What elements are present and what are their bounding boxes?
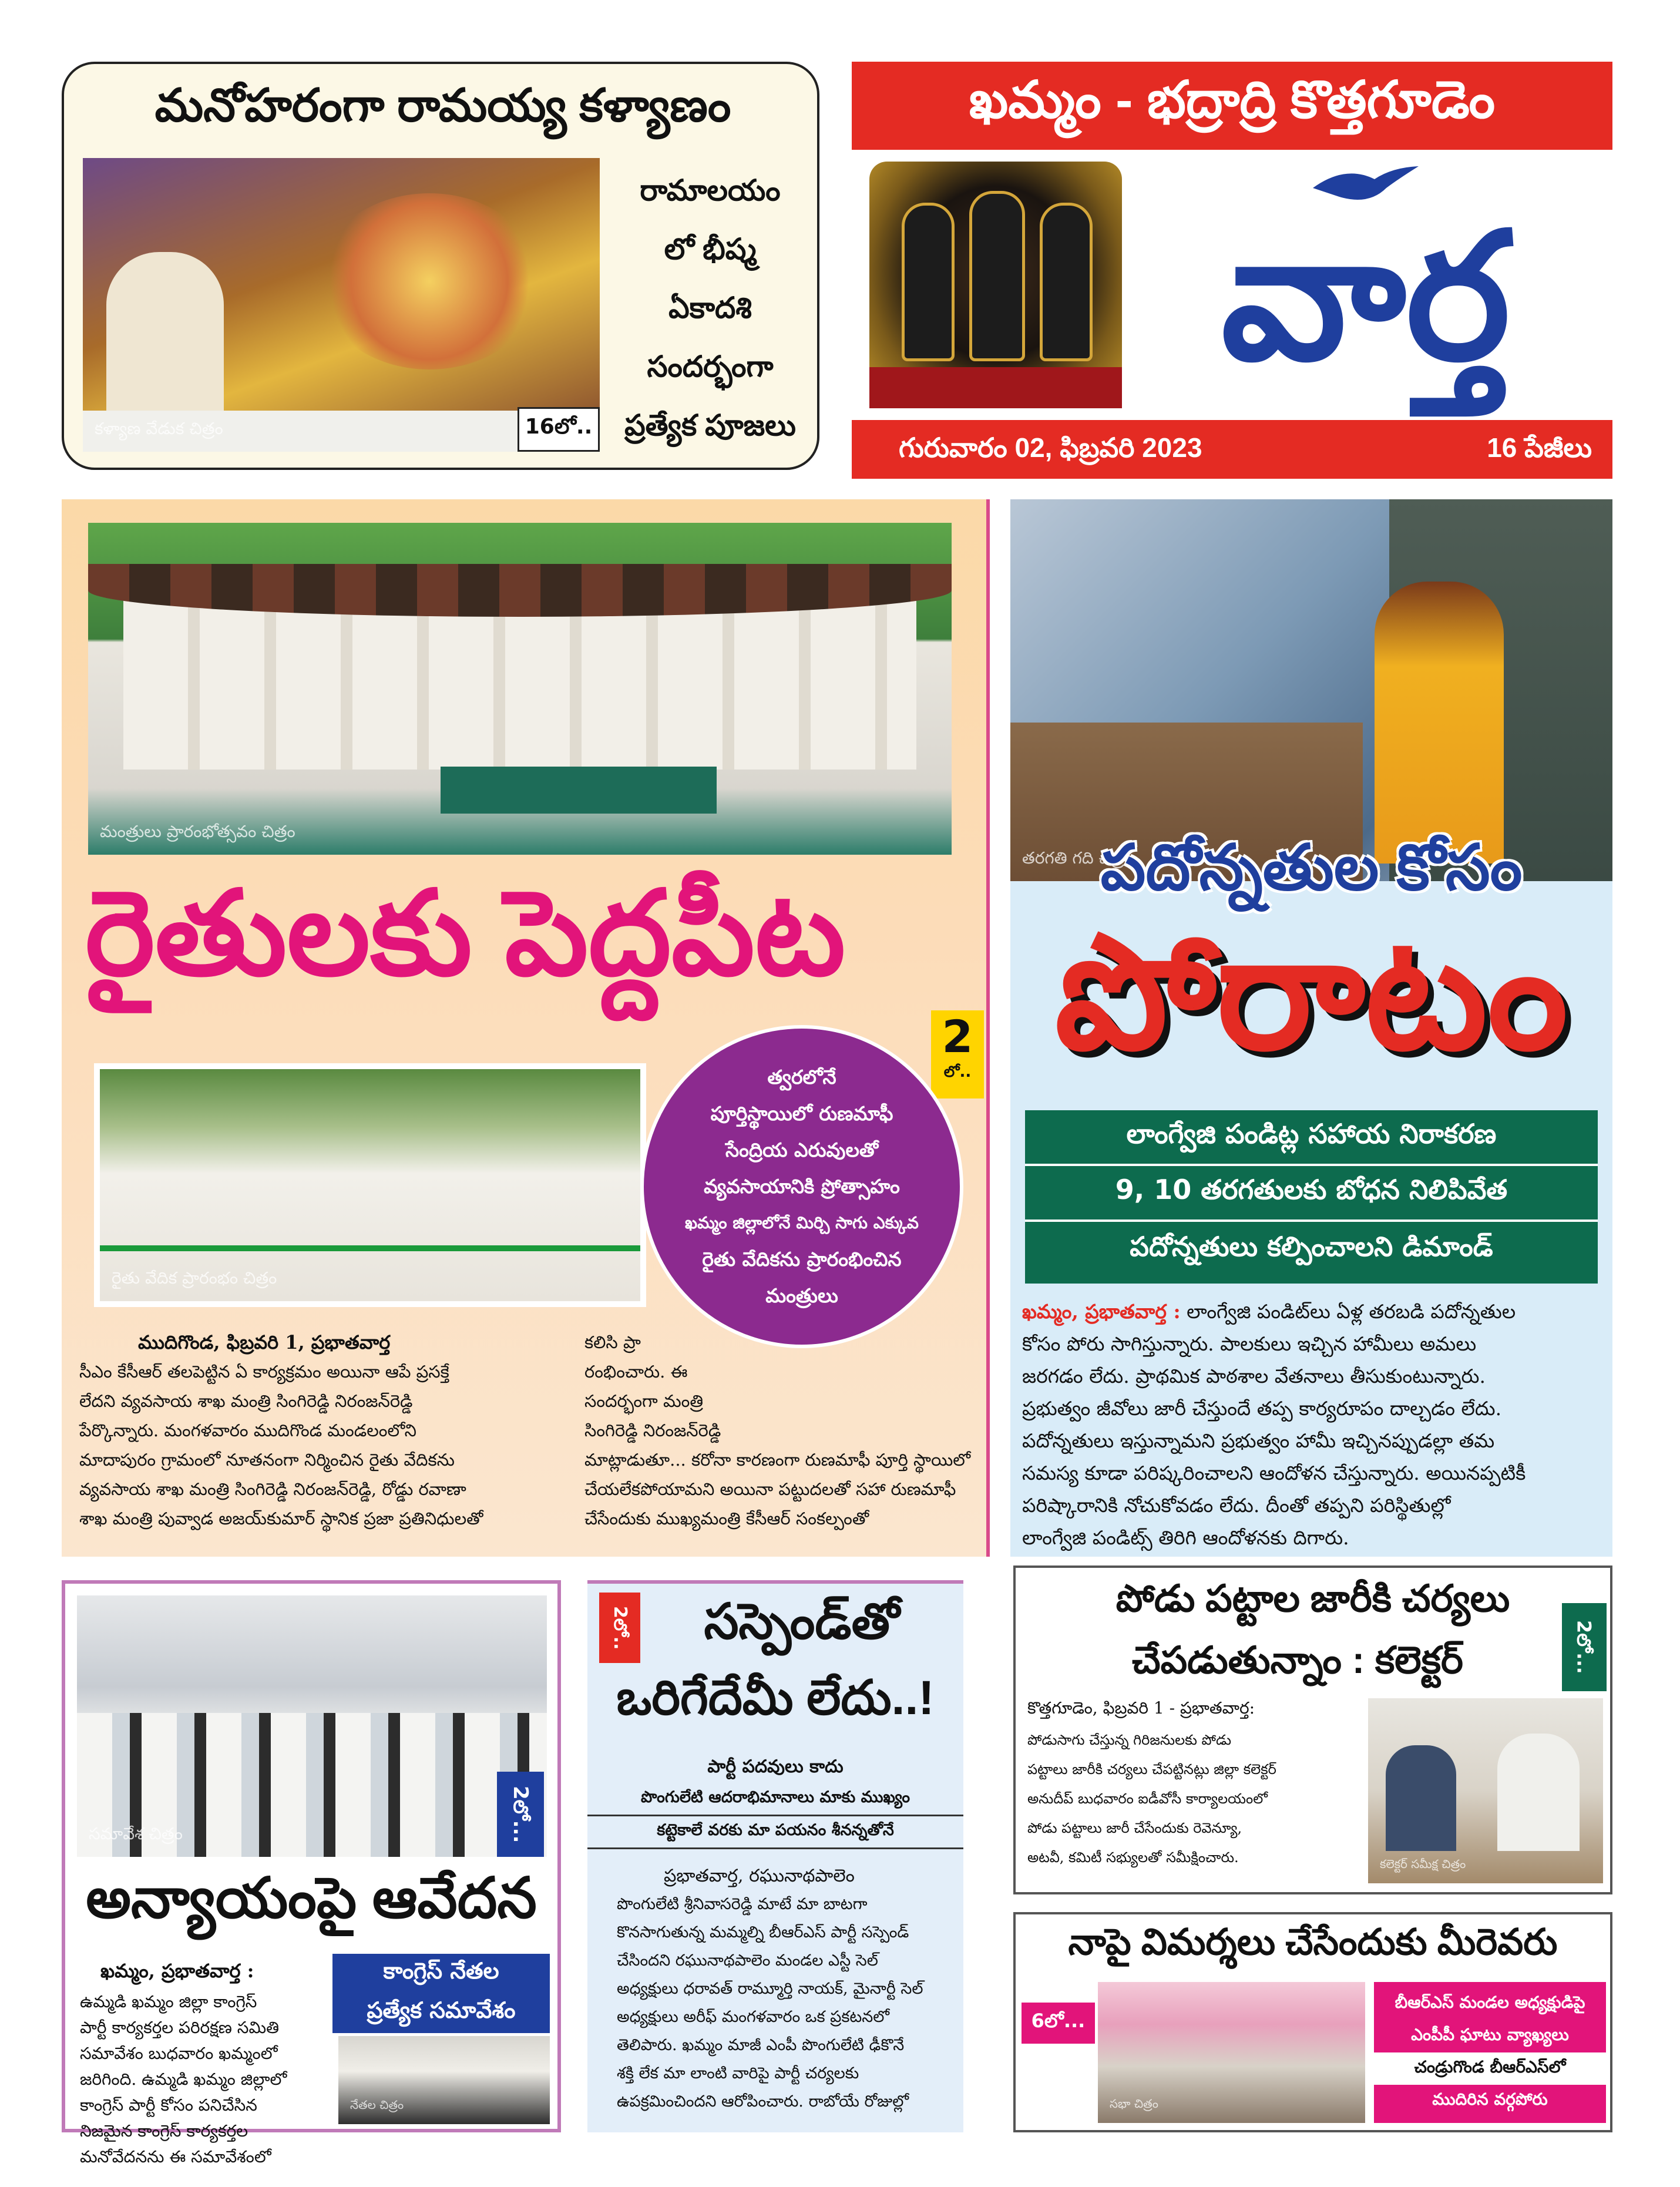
suspend-headline-2: ఒరిగేదేమీ లేదు..! xyxy=(616,1671,935,1725)
suspend-story xyxy=(587,1580,963,2132)
classroom-photo: తరగతి గది చిత్రం xyxy=(1010,499,1612,881)
promotions-dateline: ఖమ్మం, ప్రభాతవార్త : xyxy=(1022,1300,1181,1323)
farmers-photo: మంత్రులు ప్రారంభోత్సవం చిత్రం xyxy=(88,523,952,855)
farmers-bubble: త్వరలోనే పూర్తిస్థాయిలో రుణమాఫీ సేంద్రియ ఎరువులతో వ్యవసాయానికి ప్రోత్సాహం ఖమ్మం జిల్లాలోనే మిర్చి సాగు ఎక్కువ రైతు వేదికను ప్రారంభించిన మంత్రులు xyxy=(640,1025,963,1348)
criticism-headline: నాపై విమర్శలు చేసేందుకు మీరెవరు xyxy=(1068,1922,1558,1963)
congress-page-ref: 2లో... xyxy=(497,1772,544,1857)
suspend-subs: పార్టీ పదవులు కాదు పొంగులేటి ఆదరాభిమానాలు మాకు ముఖ్యం కట్టెకాలే వరకు మా పయనం శీనన్నతోనే xyxy=(587,1754,963,1849)
masthead xyxy=(852,62,1612,479)
collector-body: పోడుసాగు చేస్తున్న గిరిజనులకు పోడు పట్టాలు జారీకి చర్యలు చేపట్టినట్లు జిల్లా కలెక్టర్ అనుదీప్ బుధవారం ఐడీవోసీ కార్యాలయంలో పోడు పట్టాలు జారీ చేసేందుకు రెవెన్యూ, అటవీ, కమిటీ సభ్యులతో సమీక్షించారు. xyxy=(1027,1732,1276,1866)
kalyanam-page-ref: 16లో.. xyxy=(518,407,600,452)
criticism-pink-box: బీఆర్ఎస్ మండల అధ్యక్షుడిపై ఎంపీపీ ఘాటు వ్యాఖ్యలు చండ్రుగొండ బీఆర్ఎస్‌లో ముదిరిన వర్గపోరు xyxy=(1374,1982,1606,2123)
collector-page-ref: 2లో... xyxy=(1562,1603,1607,1691)
suspend-dateline: ప్రభాతవార్త, రఘునాథపాలెం xyxy=(664,1866,855,1886)
suspend-page-ref: 2లో.. xyxy=(599,1593,640,1663)
collector-headline-2: చేపడుతున్నాం : కలెక్టర్ xyxy=(1131,1639,1463,1681)
farmers-page-ref: 2 లో.. xyxy=(931,1010,984,1098)
criticism-photo: సభా చిత్రం xyxy=(1098,1982,1365,2123)
promotions-kicker: పదోన్నతుల కోసం xyxy=(1100,831,1523,903)
farmers-dateline: ముదిగొండ, ఫిబ్రవరి 1, ప్రభాతవార్త xyxy=(138,1331,391,1353)
masthead-date: గురువారం 02, ఫిబ్రవరి 2023 xyxy=(899,432,1202,463)
promotions-body: ఖమ్మం, ప్రభాతవార్త : లాంగ్వేజి పండిట్‌లు ఏళ్ల తరబడి పదోన్నతుల కోసం పోరు సాగిస్తున్నారు. పాలకులు ఇచ్చిన హామీలు అమలు జరగడం లేదు. ప్రాథమిక పాఠశాల వేతనాలు తీసుకుంటున్నారు. ప్రభుత్వం జీవోలు జారీ చేస్తుందే తప్ప కార్యరూపం దాల్చడం లేదు. పదోన్నతులు ఇస్తున్నామని ప్రభుత్వం హామీ ఇచ్చినప్పుడల్లా తమ సమస్య కూడా పరిష్కరించాలని ఆందోళన చేస్తున్నారు. అయినప్పటికీ పరిష్కారానికి నోచుకోవడం లేదు. దీంతో తప్పని పరిస్థితుల్లో లాంగ్వేజి పండిట్స్ తిరిగి ఆందోళనకు దిగారు. xyxy=(1022,1300,1526,1549)
collector-headline-1: పోడు పట్టాల జారీకి చర్యలు xyxy=(1115,1577,1510,1620)
congress-headline: అన్యాయంపై ఆవేదన xyxy=(86,1866,537,1930)
deity-image xyxy=(869,162,1122,408)
criticism-page-ref: 6లో... xyxy=(1022,2003,1095,2044)
congress-photo: సమావేశ చిత్రం xyxy=(77,1595,547,1857)
masthead-logo: వార్త xyxy=(1221,198,1511,395)
suspend-body: పొంగులేటి శ్రీనివాసరెడ్డి మాటే మా బాటగా కొనసాగుతున్న మమ్మల్ని బీఆర్ఎస్ పార్టీ సస్పెండ్ చేసిందని రఘునాథపాలెం మండల ఎస్టీ సెల్ అధ్యక్షులు ధరావత్ రామ్మూర్తి నాయక్, మైనార్టీ సెల్ అధ్యక్షులు అరీఫ్ మంగళవారం ఒక ప్రకటనలో తెలిపారు. ఖమ్మం మాజీ ఎంపీ పొంగులేటి ఢీకొనే శక్తి లేక మా లాంటి వారిపై పార్టీ చర్యలకు ఉపక్రమించిందని ఆరోపించారు. రాబోయే రోజుల్లో xyxy=(617,1895,923,2111)
promotions-headline: పోరాటం xyxy=(1054,905,1568,1081)
congress-story xyxy=(62,1580,561,2166)
collector-story xyxy=(1013,1565,1612,1894)
suspend-headline-1: సస్పెండ్‌తో xyxy=(704,1594,900,1649)
congress-sub-box: కాంగ్రెస్ నేతల ప్రత్యేక సమావేశం xyxy=(332,1954,550,2033)
masthead-white-band xyxy=(852,150,1612,420)
masthead-edition: ఖమ్మం - భద్రాద్రి కొత్తగూడెం xyxy=(969,70,1496,129)
kalyanam-title: మనోహరంగా రామయ్య కళ్యాణం xyxy=(154,79,731,131)
congress-body: ఉమ్మడి ఖమ్మం జిల్లా కాంగ్రెస్ పార్టీ కార్యకర్తల పరిరక్షణ సమితి సమావేశం బుధవారం ఖమ్మంలో జరిగింది. ఉమ్మడి ఖమ్మం జిల్లాలో కాంగ్రెస్ పార్టీ కోసం పనిచేసిన నిజమైన కాంగ్రెస్ కార్యకర్తల మనోవేదనను ఈ సమావేశంలో xyxy=(80,1992,287,2166)
promotions-bullets: లాంగ్వేజి పండిట్ల సహాయ నిరాకరణ 9, 10 తరగతులకు బోధన నిలిపివేత పదోన్నతులు కల్పించాలని డిమాండ్ xyxy=(1025,1110,1598,1284)
kalyanam-caption: రామాలయం లో భీష్మ ఏకాదశి సందర్భంగా ప్రత్యేక పూజలు xyxy=(624,174,796,442)
congress-dateline: ఖమ్మం, ప్రభాతవార్త : xyxy=(100,1960,254,1982)
kalyanam-photo: కళ్యాణ వేడుక చిత్రం 16లో.. xyxy=(83,158,600,452)
congress-photo-2: నేతల చిత్రం xyxy=(338,2036,550,2124)
farmers-lead xyxy=(62,499,990,1557)
collector-photo: కలెక్టర్ సమీక్ష చిత్రం xyxy=(1368,1698,1603,1883)
farmers-col1: సీఎం కేసీఆర్ తలపెట్టిన ఏ కార్యక్రమం అయినా ఆపే ప్రసక్తే లేదని వ్యవసాయ శాఖ మంత్రి సింగిరెడ్డి నిరంజన్‌రెడ్డి పేర్కొన్నారు. మంగళవారం ముదిగొండ మండలంలోని మాదాపురం గ్రామంలో నూతనంగా నిర్మించిన రైతు వేదికను వ్యవసాయ శాఖ మంత్రి సింగిరెడ్డి నిరంజన్‌రెడ్డి, రోడ్డు రవాణా శాఖ మంత్రి పువ్వాడ అజయ్‌కుమార్ స్థానిక ప్రజా ప్రతినిధులతో xyxy=(79,1362,483,1528)
kalyanam-box xyxy=(62,62,819,470)
promotions-lead xyxy=(1010,499,1612,1557)
farmers-col2: కలిసి ప్రా రంభించారు. ఈ సందర్భంగా మంత్రి సింగిరెడ్డి నిరంజన్‌రెడ్డి మాట్లాడుతూ... కరోనా కారణంగా రుణమాఫీ పూర్తి స్థాయిలో చేయలేకపోయామని అయినా పట్టుదలతో సహా రుణమాఫీ చేసేందుకు ముఖ్యమంత్రి కేసీఆర్ సంకల్పంతో xyxy=(584,1332,971,1528)
collector-dateline: కొత్తగూడెం, ఫిబ్రవరి 1 - ప్రభాతవార్త: xyxy=(1027,1698,1255,1718)
masthead-pages: 16 పేజీలు xyxy=(1487,432,1592,463)
farmers-headline: రైతులకు పెద్దపీట xyxy=(85,868,846,999)
farmers-photo-2: రైతు వేదిక ప్రారంభం చిత్రం xyxy=(94,1063,646,1307)
criticism-story xyxy=(1013,1912,1612,2132)
